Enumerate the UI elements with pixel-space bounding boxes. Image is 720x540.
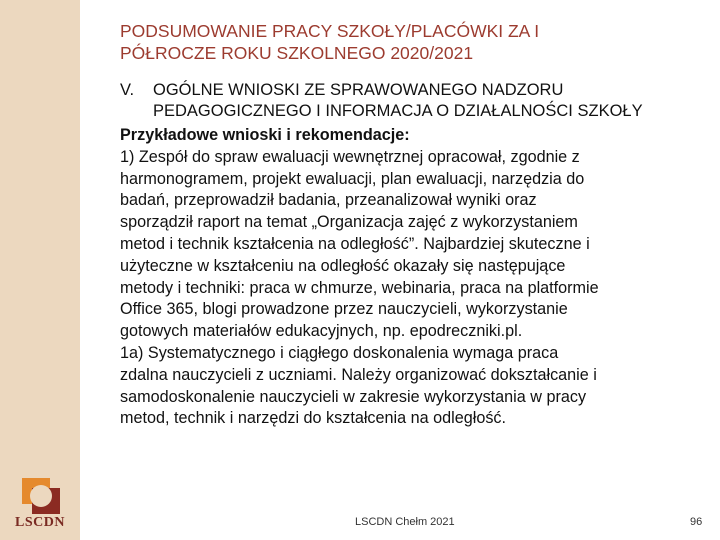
logo-text: LSCDN: [15, 515, 65, 530]
body-line: metod, technik i narzędzi do kształcenia na odległość.: [120, 409, 507, 428]
body-line: 1) Zespół do spraw ewaluacji wewnętrznej opracował, zgodnie z: [120, 147, 580, 166]
body-line: samodoskonalenie nauczycieli w zakresie wykorzystania w pracy: [120, 387, 587, 406]
body-line: gotowych materiałów edukacyjnych, np. epodreczniki.pl.: [120, 322, 523, 341]
section-line: OGÓLNE WNIOSKI ZE SPRAWOWANEGO NADZORU: [153, 81, 564, 99]
footer-text: LSCDN Chełm 2021: [355, 516, 455, 528]
section-number: V.: [120, 81, 135, 99]
title-line: PODSUMOWANIE PRACY SZKOŁY/PLACÓWKI ZA I: [120, 21, 540, 41]
title-line: PÓŁROCZE ROKU SZKOLNEGO 2020/2021: [120, 43, 474, 63]
slide-title: [120, 20, 539, 64]
body-line: 1a) Systematycznego i ciągłego doskonalenia wymaga praca: [120, 343, 559, 362]
body-line: użyteczne w kształceniu na odległość okazały się następujące: [120, 256, 566, 275]
section-line: PEDAGOGICZNEGO I INFORMACJA O DZIAŁALNOŚCI SZKOŁY: [153, 102, 643, 120]
sidebar: [0, 0, 80, 540]
page-number: 96: [690, 516, 703, 528]
body-line: metod i technik kształcenia na odległość”. Najbardziej skuteczne i: [120, 234, 590, 253]
section-heading: [120, 80, 643, 122]
body-line: zdalna nauczycieli z uczniami. Należy organizować dokształcanie i: [120, 365, 597, 384]
body-line: metody i techniki: praca w chmurze, webinaria, praca na platformie: [120, 278, 599, 297]
body-heading: Przykładowe wnioski i rekomendacje:: [120, 126, 410, 144]
body-line: sporządził raport na temat „Organizacja zajęć z wykorzystaniem: [120, 213, 578, 232]
body-line: badań, przeprowadził badania, przeanalizował wyniki oraz: [120, 191, 537, 210]
body-line: harmonogramem, projekt ewaluacji, plan ewaluacji, narzędzia do: [120, 169, 585, 188]
slide-body: [120, 125, 599, 430]
body-line: Office 365, blogi prowadzone przez nauczycieli, wykorzystanie: [120, 300, 568, 319]
